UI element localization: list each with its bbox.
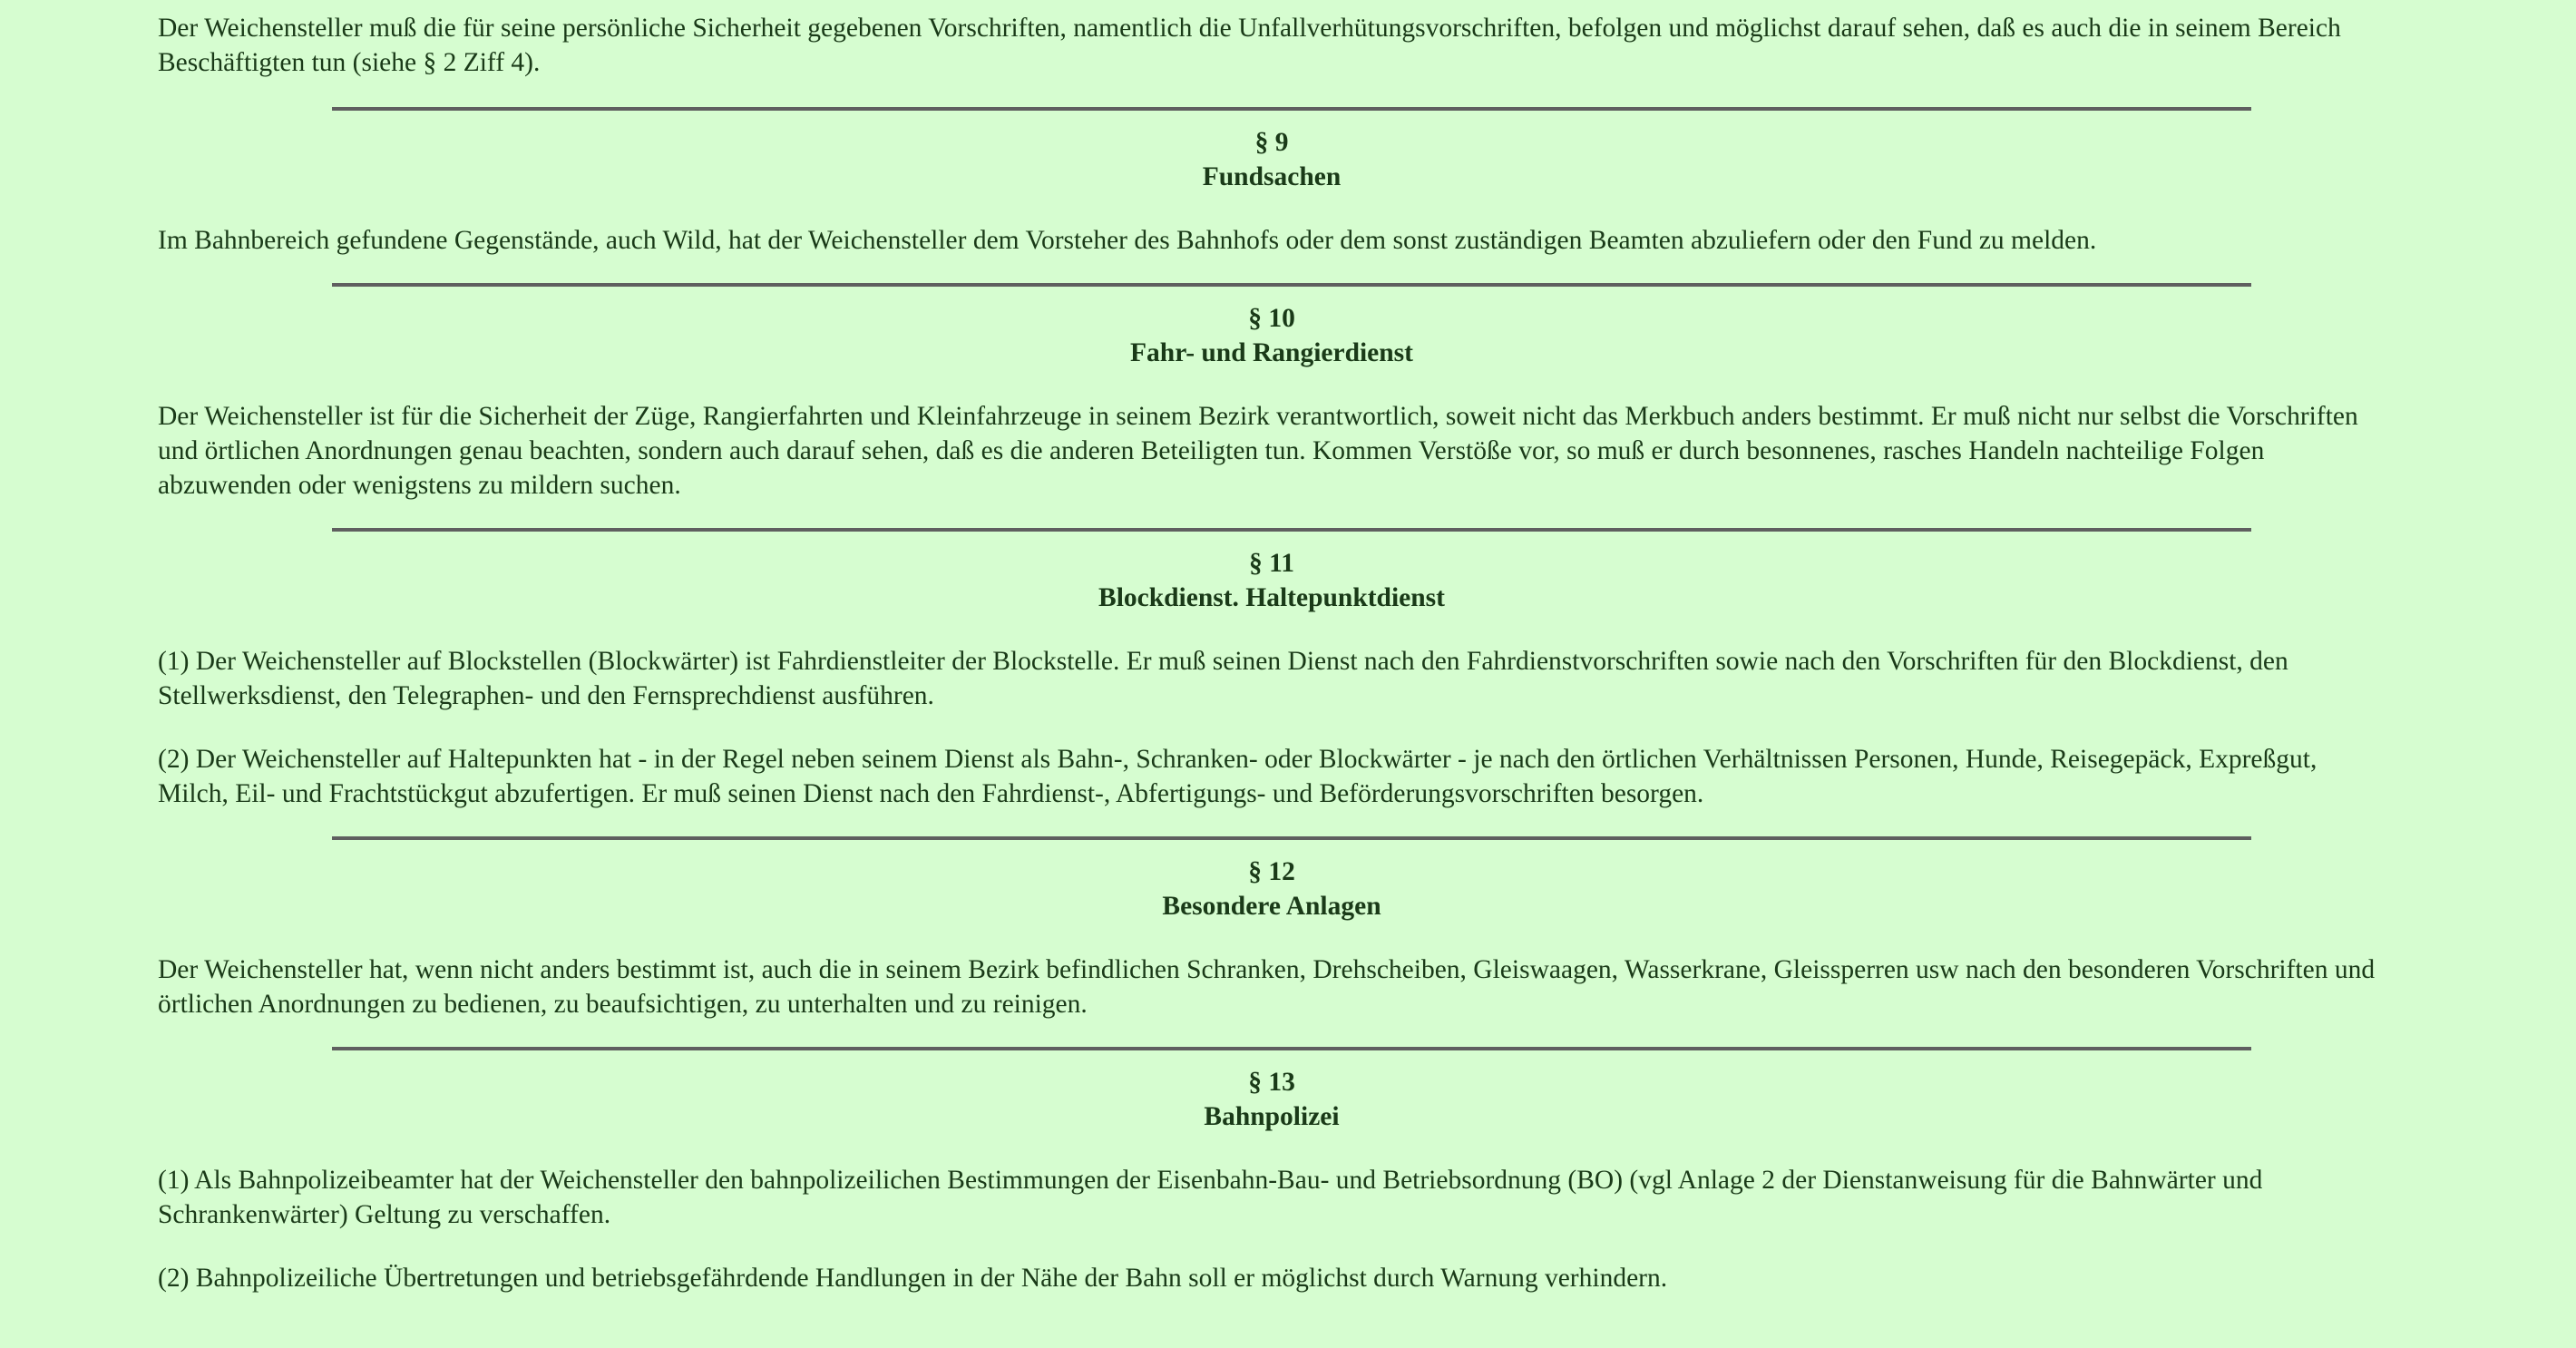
section-divider bbox=[332, 107, 2251, 111]
section-paragraph: (2) Der Weichensteller auf Haltepunkten hat - in der Regel neben seinem Dienst als Bahn-, Schranken- oder Blockwärter - je nach den örtlichen Verhältnissen Personen, Hunde, Reisegepäck, Expreßgut, Milch, Eil- und Frachtstückgut abzufertigen. Er muß seinen Dienst nach den Fahrdienst-, Abfertigungs- und Beförderungsvorschriften besorgen. bbox=[158, 745, 2317, 808]
section-number: § 12 bbox=[1248, 857, 1295, 886]
section-divider bbox=[332, 528, 2251, 532]
section-heading bbox=[158, 1065, 2386, 1134]
section-paragraph: Der Weichensteller ist für die Sicherheit der Züge, Rangierfahrten und Kleinfahrzeuge in seinem Bezirk verantwortlich, soweit nicht das Merkbuch anders bestimmt. Er muß nicht nur selbst die Vorschriften und örtlichen Anordnungen genau beachten, sondern auch darauf sehen, daß es die anderen Beteiligten tun. Kommen Verstöße vor, so muß er durch besonnenes, rasches Handeln nachteilige Folgen abzuwenden oder wenigstens zu mildern suchen. bbox=[158, 402, 2358, 500]
section-number: § 13 bbox=[1248, 1068, 1295, 1097]
section-paragraph: Der Weichensteller hat, wenn nicht anders bestimmt ist, auch die in seinem Bezirk befindlichen Schranken, Drehscheiben, Gleiswaagen, Wasserkrane, Gleissperren usw nach den besonderen Vorschriften und örtlichen Anordnungen zu bedienen, zu beaufsichtigen, zu unterhalten und zu reinigen. bbox=[158, 955, 2376, 1019]
intro-paragraph: Der Weichensteller muß die für seine persönliche Sicherheit gegebenen Vorschriften, namentlich die Unfallverhütungsvorschriften, befolgen und möglichst darauf sehen, daß es auch die in seinem Bereich Beschäftigten tun (siehe § 2 Ziff 4). bbox=[158, 14, 2341, 77]
section-title: Fahr- und Rangierdienst bbox=[1130, 338, 1413, 367]
section-heading bbox=[158, 855, 2386, 923]
section-title: Bahnpolizei bbox=[1204, 1102, 1340, 1131]
section-divider bbox=[332, 283, 2251, 287]
section-paragraph: (1) Der Weichensteller auf Blockstellen (Blockwärter) ist Fahrdienstleiter der Blockstelle. Er muß seinen Dienst nach den Fahrdienstvorschriften sowie nach den Vorschriften für den Blockdienst, den Stellwerksdienst, den Telegraphen- und den Fernsprechdienst ausführen. bbox=[158, 647, 2288, 710]
section-divider bbox=[332, 836, 2251, 840]
section-number: § 10 bbox=[1248, 304, 1295, 333]
section-paragraph: (2) Bahnpolizeiliche Übertretungen und betriebsgefährdende Handlungen in der Nähe der Bahn soll er möglichst durch Warnung verhindern. bbox=[158, 1264, 1668, 1293]
section-heading bbox=[158, 546, 2386, 615]
section-number: § 9 bbox=[1254, 128, 1289, 157]
section-paragraph: Im Bahnbereich gefundene Gegenstände, auch Wild, hat der Weichensteller dem Vorsteher des Bahnhofs oder dem sonst zuständigen Beamten abzuliefern oder den Fund zu melden. bbox=[158, 226, 2097, 255]
section-divider bbox=[332, 1047, 2251, 1050]
section-title: Blockdienst. Haltepunktdienst bbox=[1098, 583, 1445, 612]
section-heading bbox=[158, 125, 2386, 194]
section-title: Besondere Anlagen bbox=[1162, 892, 1381, 921]
section-heading bbox=[158, 301, 2386, 370]
section-title: Fundsachen bbox=[1202, 162, 1342, 191]
section-paragraph: (1) Als Bahnpolizeibeamter hat der Weichensteller den bahnpolizeilichen Bestimmungen der Eisenbahn-Bau- und Betriebsordnung (BO) (vgl Anlage 2 der Dienstanweisung für die Bahnwärter und Schrankenwärter) Geltung zu verschaffen. bbox=[158, 1166, 2263, 1229]
section-number: § 11 bbox=[1249, 549, 1294, 578]
